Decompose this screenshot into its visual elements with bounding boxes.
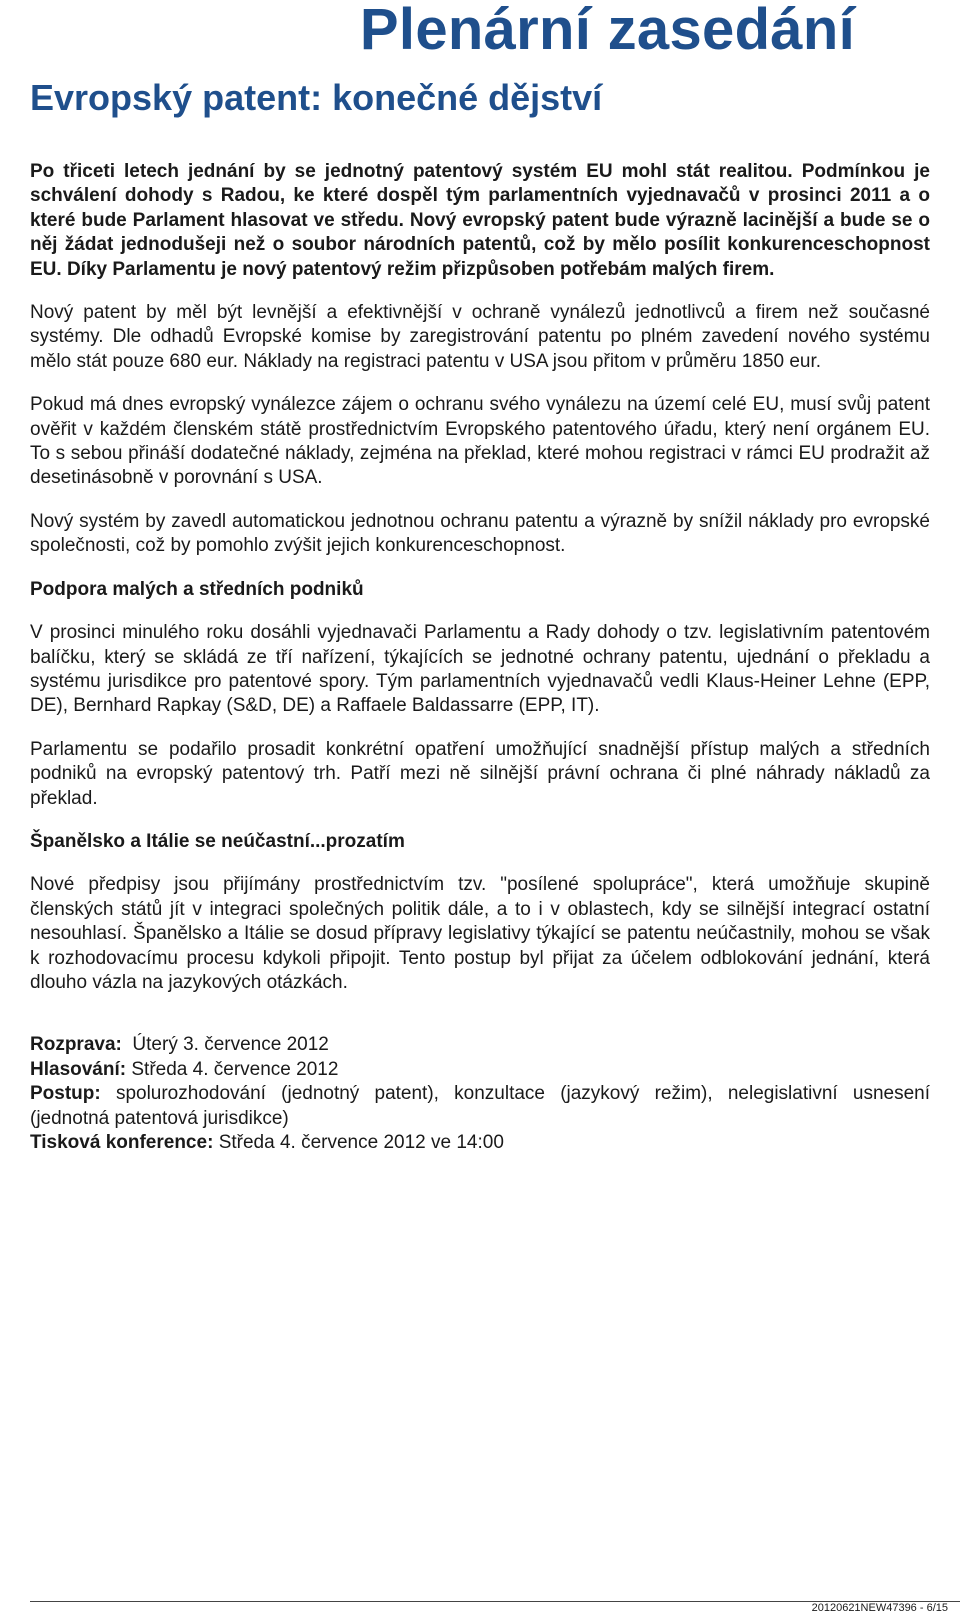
- vote-row: [30, 1058, 930, 1082]
- subheading-sme-support: Podpora malých a středních podniků: [30, 578, 364, 600]
- body-paragraph: Nový patent by měl být levnější a efektivnější v ochraně vynálezů jednotlivců a firem než současné systémy. Dle odhadů Evropské komise by zaregistrování patentu po plném zavedení nového systému mělo stát pouze 680 eur. Náklady na registraci patentu v USA jsou přitom v průměru 1850 eur.: [30, 302, 930, 372]
- press-conference-label: Tisková konference:: [30, 1132, 214, 1153]
- lead-paragraph: Po třiceti letech jednání by se jednotný patentový systém EU mohl stát realitou. Podmínkou je schválení dohody s Radou, ke které dospěl tým parlamentních vyjednavačů v prosinci 2011 a o které bude Parlament hlasovat ve středu. Nový evropský patent bude výrazně lacinější a bude se o něj žádat jednodušeji než o soubor národních patentů, což by mělo posílit konkurenceschopnost EU. Díky Parlamentu je nový patentový režim přizpůsoben potřebám malých firem.: [30, 161, 930, 280]
- body-paragraph: Pokud má dnes evropský vynálezce zájem o ochranu svého vynálezu na území celé EU, musí svůj patent ověřit v každém členském státě prostřednictvím Evropského patentového úřadu, který není orgánem EU. To s sebou přináší dodatečné náklady, zejména na překlad, které mohou registraci v rámci EU prodražit až desetinásobně v porovnání s USA.: [30, 394, 930, 489]
- section-header: Plenární zasedání: [359, 0, 855, 62]
- body-paragraph: Nový systém by zavedl automatickou jednotnou ochranu patentu a výrazně by snížil náklady pro evropské společnosti, což by pomohlo zvýšit jejich konkurenceschopnost.: [30, 510, 930, 557]
- procedure-value: spolurozhodování (jednotný patent), konzultace (jazykový režim), nelegislativní usnesení (jednotná patentová jurisdikce): [30, 1083, 931, 1129]
- body-paragraph: V prosinci minulého roku dosáhli vyjednavači Parlamentu a Rady dohody o tzv. legislativním patentovém balíčku, který se skládá ze tří nařízení, týkajících se jednotné ochrany patentu, ujednání o překladu a systému jurisdikce pro patentové spory. Tým parlamentních vyjednavačů vedli Klaus-Heiner Lehne (EPP, DE), Bernhard Rapkay (S&D, DE) a Raffaele Baldassarre (EPP, IT).: [30, 622, 930, 717]
- body-paragraph: Nové předpisy jsou přijímány prostřednictvím tzv. "posílené spolupráce", která umožňuje skupině členských států jít v integraci společných politik dále, a to i v oblastech, kdy se silnější integrací ostatní nesouhlasí. Španělsko a Itálie se dosud přípravy legislativy týkající se patentu neúčastnily, mohou se však k rozhodovacímu procesu kdykoli připojit. Tento postup byl přijat za účelem odblokování jednání, která dlouho vázla na jazykových otázkách.: [30, 874, 930, 993]
- debate-label: Rozprava:: [30, 1034, 122, 1056]
- debate-value: Úterý 3. července 2012: [132, 1034, 329, 1056]
- body-paragraph: Parlamentu se podařilo prosadit konkrétní opatření umožňující snadnější přístup malých a středních podniků na evropský patentový trh. Patří mezi ně silnější právní ochrana či plné náhrady nákladů za překlad.: [30, 738, 930, 809]
- vote-value: Středa 4. července 2012: [131, 1058, 339, 1080]
- procedure-label: Postup:: [30, 1083, 101, 1105]
- article-title: Evropský patent: konečné dějství: [30, 77, 603, 118]
- procedure-details: [30, 1033, 930, 1155]
- debate-row: [30, 1033, 930, 1057]
- footer-reference: 20120621NEW47396 - 6/15: [811, 1602, 948, 1614]
- procedure-row: [30, 1082, 930, 1131]
- article-body: [30, 160, 930, 1155]
- subheading-spain-italy: Španělsko a Itálie se neúčastní...prozatím: [30, 830, 405, 852]
- press-conference-row: [30, 1131, 930, 1155]
- vote-label: Hlasování:: [30, 1058, 127, 1080]
- press-conference-value: Středa 4. července 2012 ve 14:00: [218, 1132, 504, 1153]
